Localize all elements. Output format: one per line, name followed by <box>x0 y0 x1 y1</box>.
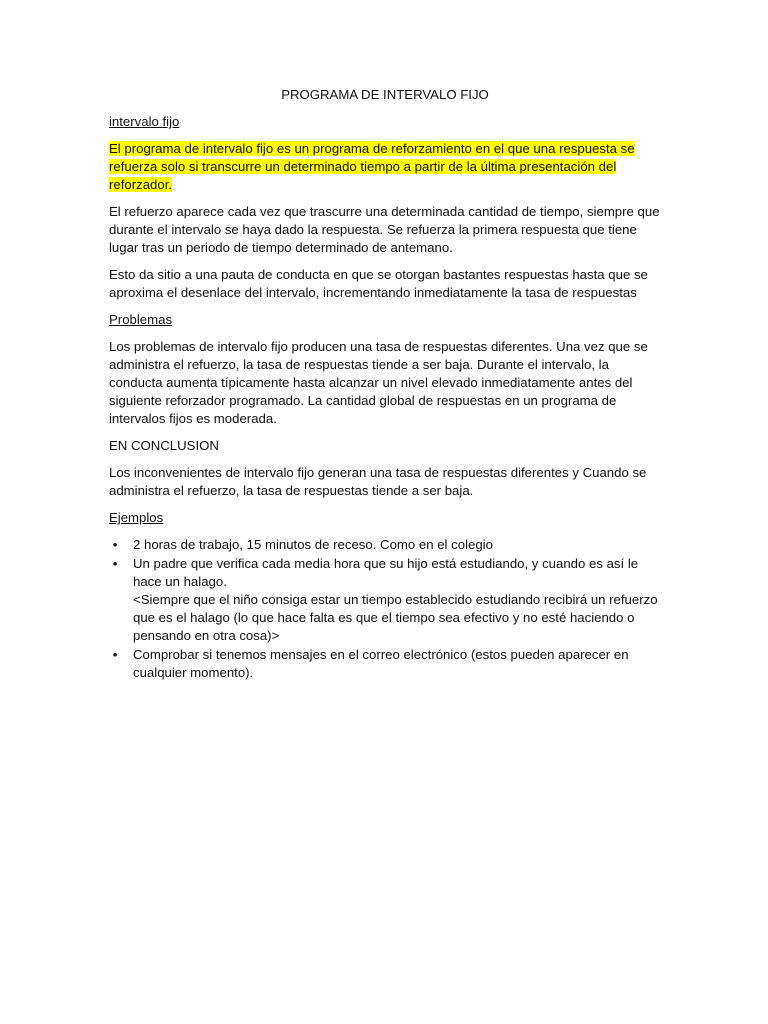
list-item <box>109 536 661 554</box>
section-heading-problemas: Problemas <box>109 312 173 327</box>
list-item-text: 2 horas de trabajo, 15 minutos de receso. Como en el colegio <box>133 537 493 552</box>
section-heading-intervalo-fijo: intervalo fijo <box>109 114 180 129</box>
list-item-text: Comprobar si tenemos mensajes en el correo electrónico (estos pueden aparecer en cualquier momento). <box>133 647 629 680</box>
paragraph-conclusion: Los inconvenientes de intervalo fijo generan una tasa de respuestas diferentes y Cuando se administra el refuerzo, la tasa de respuestas tiende a ser baja. <box>109 465 647 498</box>
bullet-icon: • <box>112 556 118 571</box>
paragraph-refuerzo: El refuerzo aparece cada vez que trascurre una determinada cantidad de tiempo, siempre que durante el intervalo se haya dado la respuesta. Se refuerza la primera respuesta que tiene lugar tras un periodo de tiempo determinado de antemano. <box>109 204 660 255</box>
bullet-icon: • <box>112 537 118 552</box>
document-page <box>109 86 661 683</box>
list-item <box>109 646 661 682</box>
bullet-icon: • <box>112 647 118 662</box>
section-heading-ejemplos: Ejemplos <box>109 510 164 525</box>
examples-list <box>109 536 661 682</box>
list-item-text: Un padre que verifica cada media hora que su hijo está estudiando, y cuando es así le hace un halago. <box>133 556 639 589</box>
document-title: PROGRAMA DE INTERVALO FIJO <box>281 87 489 102</box>
highlighted-definition-paragraph <box>109 140 661 194</box>
highlighted-text: El programa de intervalo fijo es un programa de reforzamiento en el que una respuesta se refuerza solo si transcurre un determinado tiempo a partir de la última presentación del reforzador. <box>109 141 635 192</box>
list-item <box>109 555 661 645</box>
list-item-note: <Siempre que el niño consiga estar un tiempo establecido estudiando recibirá un refuerzo que es el halago (lo que hace falta es que el tiempo sea efectivo y no esté haciendo o pensando en otra cosa)> <box>133 592 658 643</box>
paragraph-pauta-conducta: Esto da sitio a una pauta de conducta en que se otorgan bastantes respuestas hasta que se aproxima el desenlace del intervalo, incrementando inmediatamente la tasa de respuestas <box>109 267 648 300</box>
section-heading-conclusion: EN CONCLUSION <box>109 438 219 453</box>
paragraph-problemas: Los problemas de intervalo fijo producen una tasa de respuestas diferentes. Una vez que se administra el refuerzo, la tasa de respuestas tiende a ser baja. Durante el intervalo, la conducta aumenta típicamente hasta alcanzar un nivel elevado inmediatamente antes del siguiente reforzador programado. La cantidad global de respuestas en un programa de intervalos fijos es moderada. <box>109 339 648 426</box>
